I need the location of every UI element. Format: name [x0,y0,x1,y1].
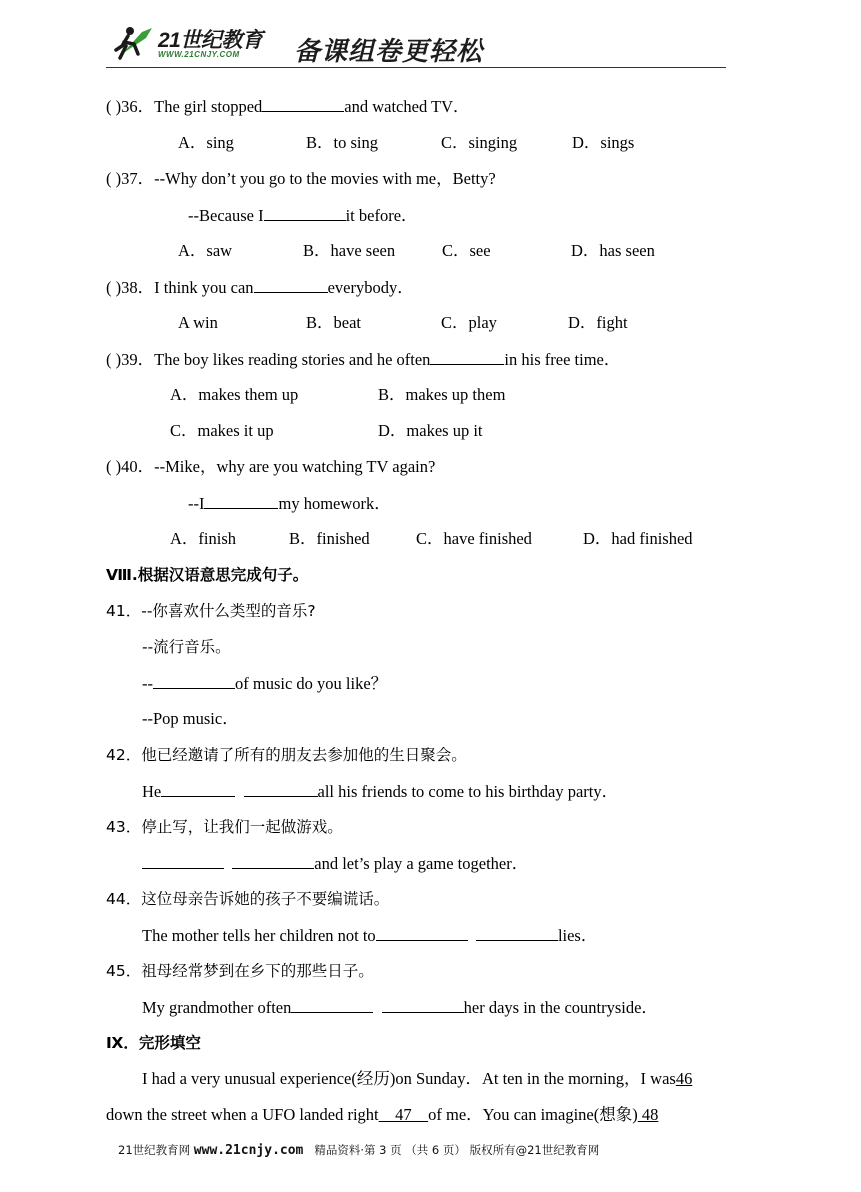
question-41-en1: -- of music do you like？ [142,674,388,693]
question-43: 43．停止写，让我们一起做游戏。 [106,818,343,836]
question-45-en: My grandmother often her days in the countryside． [142,998,658,1017]
question-45: 45．祖母经常梦到在乡下的那些日子。 [106,962,374,980]
question-44: 44．这位母亲告诉她的孩子不要编谎话。 [106,890,390,908]
answer-blank[interactable] [254,277,328,293]
passage-line-1: I had a very unusual experience(经历)on Sunday．At ten in the morning，I was46 [142,1069,693,1088]
answer-blank[interactable] [476,925,558,941]
question-41: 41．--你喜欢什么类型的音乐? [106,602,316,620]
answer-blank[interactable] [291,997,373,1013]
option-a: A．makes them up [170,385,299,404]
question-44-en: The mother tells her children not to lies． [142,926,598,945]
section-heading-9: Ⅸ．完形填空 [106,1034,201,1052]
question-41-cn2: --流行音乐。 [142,638,231,656]
option-b: B．makes up them [378,385,506,404]
option-a: A．sing [178,133,234,152]
question-43-en: and let’s play a game together． [142,853,528,874]
question-39: ( )39．The boy likes reading stories and he often in his free time． [106,350,621,369]
answer-blank[interactable] [382,997,464,1013]
answer-blank[interactable] [153,673,235,689]
footer-url[interactable]: www.21cnjy.com [193,1143,304,1158]
option-b: B．to sing [306,133,378,152]
answer-blank[interactable] [264,205,346,221]
answer-blank[interactable] [430,349,504,365]
question-37: ( )37．--Why don’t you go to the movies with me，Betty? [106,169,496,188]
question-42-en: He all his friends to come to his birthday party． [142,782,619,801]
section-heading-8: Ⅷ.根据汉语意思完成句子。 [106,566,309,584]
answer-blank[interactable] [204,493,278,509]
blank-number-47[interactable]: 47 [378,1105,429,1124]
header-divider [106,67,726,68]
question-37-line2: --Because I it before． [188,206,418,225]
question-38: ( )38．I think you can everybody． [106,278,414,297]
option-c: C．singing [441,133,518,152]
option-d: D．had finished [583,529,693,548]
option-d: D．sings [572,133,635,152]
answer-blank[interactable] [376,925,468,941]
logo-url: WWW.21CNJY.COM [158,50,240,59]
option-c: C．play [441,313,497,332]
question-40: ( )40．--Mike，why are you watching TV again? [106,457,436,476]
question-36: ( )36．The girl stopped and watched TV． [106,97,470,116]
option-b: B．finished [289,529,370,548]
option-a: A．finish [170,529,236,548]
passage-line-2: down the street when a UFO landed right 47 of me．You can imagine(想象) 48 [106,1105,659,1124]
blank-number-48[interactable]: 48 [637,1105,659,1124]
answer-blank[interactable] [232,853,314,869]
option-c: C．makes it up [170,421,274,440]
option-c: C．have finished [416,529,532,548]
option-d: D．makes up it [378,421,483,440]
option-d: D．has seen [571,241,655,260]
logo-text: 21世纪教育 [158,29,263,52]
answer-blank[interactable] [142,853,224,869]
answer-blank[interactable] [161,781,235,797]
question-40-line2: --I my homework． [188,494,391,513]
option-d: D．fight [568,313,628,332]
page-header [106,18,726,70]
header-slogan: 备课组卷更轻松 [294,37,484,67]
answer-blank[interactable] [244,781,318,797]
option-c: C．see [442,241,491,260]
blank-number-46[interactable]: 46 [675,1069,693,1088]
question-42: 42．他已经邀请了所有的朋友去参加他的生日聚会。 [106,746,467,764]
answer-blank[interactable] [262,96,344,112]
page-footer: 21世纪教育网 www.21cnjy.com 精品资料·第 3 页 （共 6 页） 版权所有@21世纪教育网 [118,1143,600,1158]
option-b: B．beat [306,313,361,332]
running-man-logo-icon [112,24,156,62]
option-a: A．saw [178,241,233,260]
option-a: A win [178,313,218,332]
question-41-en2: --Pop music． [142,709,239,728]
option-b: B．have seen [303,241,396,260]
